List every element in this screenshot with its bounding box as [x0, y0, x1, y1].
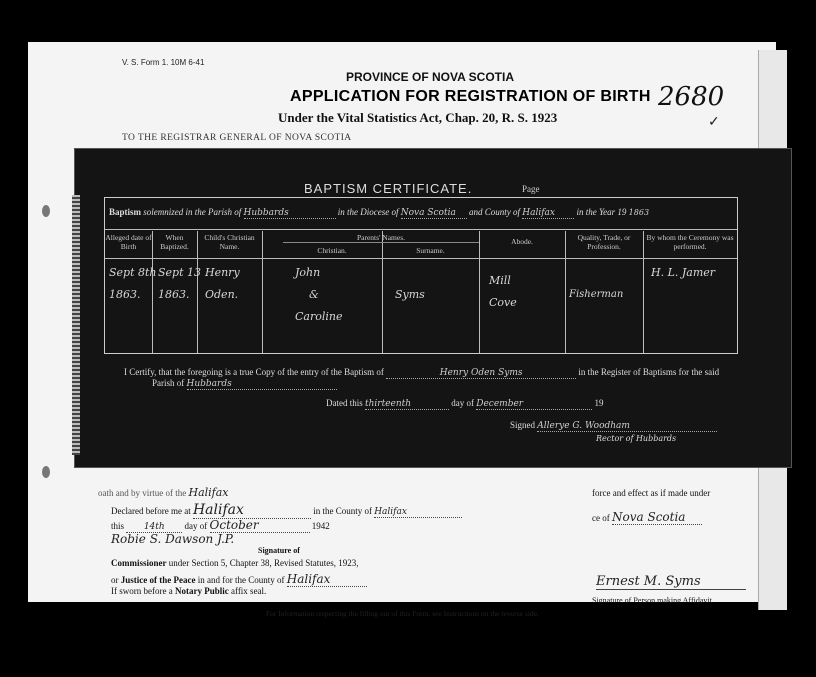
- rector-signature: Allerye G. Woodham: [537, 421, 717, 432]
- col-parent-surname: Surname.: [416, 246, 445, 255]
- justice-prefix: or: [111, 575, 119, 585]
- province-value: Nova Scotia: [612, 510, 702, 525]
- col-abode: Abode.: [511, 237, 533, 246]
- declared-line: [111, 502, 462, 519]
- parish-name: Hubbards: [187, 379, 337, 390]
- registrar-address: TO THE REGISTRAR GENERAL OF NOVA SCOTIA: [122, 133, 352, 143]
- table-col-rule: [262, 231, 263, 353]
- baptized-year-line: 1863.: [158, 288, 190, 301]
- commissioner-line: [111, 558, 358, 568]
- act-reference: Under the Vital Statistics Act, Chap. 20, R. S. 1923: [278, 110, 558, 125]
- abode-line: Cove: [489, 296, 517, 309]
- certify-register-text: in the Register of Baptisms for the said: [578, 367, 720, 377]
- birth-year-line: 1863.: [109, 288, 141, 301]
- certificate-page-label: Page: [522, 184, 540, 194]
- commissioner-signature: Robie S. Dawson J.P.: [111, 532, 235, 546]
- profession-cell: Fisherman: [569, 289, 624, 300]
- rector-title: Rector of Hubbards: [596, 434, 677, 443]
- dated-year-prefix: 19: [594, 398, 604, 408]
- affiant-signature: Ernest M. Syms: [596, 574, 746, 590]
- intro-county-text: and County of: [469, 207, 520, 217]
- parent-christian-cell: [295, 262, 343, 328]
- commissioner-label: Commissioner: [111, 558, 167, 568]
- notary-line: [111, 586, 266, 596]
- registration-number: 2680: [658, 82, 725, 112]
- col-christian-name: Child's Christian Name.: [204, 233, 255, 251]
- surname-cell: Syms: [395, 288, 425, 301]
- child-middle-name: Oden.: [205, 288, 239, 301]
- signed-label: Signed: [510, 420, 536, 430]
- section-text: under Section 5, Chapter 38, Revised Statutes, 1923,: [168, 558, 359, 568]
- declared-county: Halifax: [374, 507, 462, 518]
- year-value: 1863: [628, 208, 650, 217]
- dated-month: December: [476, 399, 592, 410]
- intro-year-text: in the Year 19: [576, 207, 627, 217]
- dated-day: thirteenth: [365, 399, 449, 410]
- declared-date-line: [111, 518, 330, 533]
- justice-text: in and for the County of: [197, 575, 285, 585]
- declared-day: 14th: [126, 522, 182, 533]
- register-intro-line: [109, 207, 649, 219]
- force-effect-text: force and effect as if made under: [592, 488, 711, 498]
- justice-label: Justice of the Peace: [120, 575, 196, 585]
- punch-hole: [42, 205, 50, 217]
- parents-sub-rule: [283, 242, 479, 243]
- child-name-cell: [205, 262, 240, 306]
- day-of-label: day of: [184, 521, 208, 531]
- instructions-footer: For Information respecting the filling out of this Form, see Instructions on the reverse side.: [266, 609, 539, 618]
- dated-day-of: day of: [451, 398, 474, 408]
- form-number: V. S. Form 1. 10M 6-41: [122, 58, 205, 67]
- dated-line: [326, 398, 604, 410]
- form-title: APPLICATION FOR REGISTRATION OF BIRTH: [290, 88, 651, 105]
- parent-ampersand: &: [309, 288, 319, 301]
- justice-county: Halifax: [287, 572, 367, 587]
- signature-of-label: Signature of: [258, 546, 300, 555]
- officiant-cell: H. L. Jamer: [651, 266, 716, 279]
- diocese-value: Nova Scotia: [401, 208, 467, 219]
- intro-parish-text: solemnized in the Parish of: [143, 207, 242, 217]
- notary-label: Notary Public: [174, 586, 229, 596]
- declared-label: Declared before me at: [111, 506, 191, 516]
- certify-name: Henry Oden Syms: [386, 368, 576, 379]
- notary-text: affix seal.: [230, 586, 267, 596]
- child-first-name: Henry: [205, 266, 240, 279]
- county-label: in the County of: [313, 506, 372, 516]
- col-parent-christian: Christian.: [317, 246, 347, 255]
- birth-date-cell: [109, 262, 157, 306]
- certificate-torn-edge: [72, 195, 80, 455]
- intro-diocese-text: in the Diocese of: [337, 207, 399, 217]
- col-ceremony-by: By whom the Ceremony was performed.: [646, 233, 734, 251]
- county-value: Halifax: [522, 208, 574, 219]
- declared-month: October: [210, 518, 310, 533]
- col-alleged-date: Alleged date of Birth: [105, 233, 152, 251]
- parish-label: Parish of: [152, 378, 185, 388]
- baptized-date-cell: [158, 262, 201, 306]
- abode-cell: [489, 270, 517, 314]
- oath-place: Halifax: [188, 486, 229, 499]
- certificate-title: BAPTISM CERTIFICATE.: [304, 181, 473, 196]
- justice-line: [111, 572, 367, 587]
- notary-prefix: If sworn before a: [111, 586, 173, 596]
- col-parents-names: Parents' Names.: [356, 233, 405, 242]
- declared-place: Halifax: [193, 502, 311, 519]
- signed-line: [510, 420, 717, 432]
- declared-year: 1942: [311, 521, 330, 531]
- certify-text: I Certify, that the foregoing is a true Copy of the entry of the Baptism of: [124, 367, 384, 377]
- baptized-date-line: Sept 13: [158, 266, 202, 279]
- affiant-signature-label: Signature of Person making Affidavit: [592, 596, 712, 605]
- mother-name: Caroline: [295, 310, 343, 323]
- table-rule: [105, 229, 737, 230]
- dated-label: Dated this: [326, 398, 363, 408]
- parish-line: [152, 378, 337, 390]
- birth-date-line: Sept 8th: [109, 266, 157, 279]
- abode-line: Mill: [489, 274, 511, 287]
- intro-baptism-word: Baptism: [109, 207, 142, 217]
- col-profession: Quality, Trade, or Profession.: [577, 233, 631, 251]
- check-mark-icon: ✓: [708, 115, 720, 130]
- table-col-rule: [479, 231, 480, 353]
- punch-hole: [42, 466, 50, 478]
- parish-value: Hubbards: [244, 208, 336, 219]
- baptism-register-table: [104, 197, 738, 354]
- oath-line: [98, 486, 229, 499]
- province-line: [592, 510, 702, 525]
- province-heading: PROVINCE OF NOVA SCOTIA: [345, 70, 514, 84]
- col-when-baptized: When Baptized.: [160, 233, 189, 251]
- this-label: this: [111, 521, 125, 531]
- province-of-text: ce of: [592, 513, 610, 523]
- father-name: John: [295, 266, 321, 279]
- oath-text: oath and by virtue of the: [98, 488, 187, 498]
